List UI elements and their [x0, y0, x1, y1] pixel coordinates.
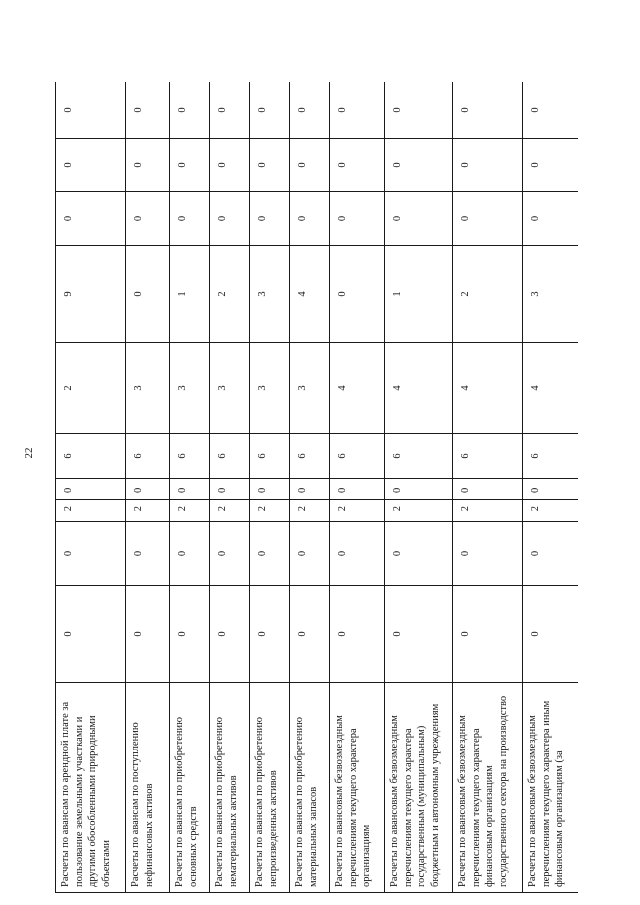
cell-value: 1: [170, 246, 210, 343]
page-number: 22: [23, 447, 35, 459]
cell-value: 0: [523, 586, 579, 683]
table-container: [55, 82, 578, 893]
table-row: [126, 82, 170, 893]
cell-value: 0: [290, 139, 330, 192]
cell-value: 3: [170, 343, 210, 434]
row-label: Расчеты по авансам по приобретению непроизведенных активов: [250, 683, 290, 893]
cell-value: 0: [126, 479, 170, 500]
cell-value: 0: [523, 82, 579, 139]
cell-value: 0: [385, 479, 453, 500]
cell-value: 9: [56, 246, 126, 343]
cell-value: 6: [56, 434, 126, 479]
cell-value: 0: [330, 479, 385, 500]
cell-value: 2: [126, 500, 170, 522]
cell-value: 2: [453, 246, 523, 343]
cell-value: 3: [210, 343, 250, 434]
cell-value: 4: [330, 343, 385, 434]
cell-value: 2: [330, 500, 385, 522]
table-row: [210, 82, 250, 893]
cell-value: 3: [126, 343, 170, 434]
accounts-table: [55, 82, 578, 893]
table-row: [330, 82, 385, 893]
cell-value: 0: [523, 139, 579, 192]
cell-value: 0: [385, 522, 453, 586]
cell-value: 0: [523, 192, 579, 246]
cell-value: 0: [210, 139, 250, 192]
table-row: [523, 82, 579, 893]
cell-value: 4: [290, 246, 330, 343]
table-row: [170, 82, 210, 893]
table-row: [385, 82, 453, 893]
cell-value: 0: [330, 192, 385, 246]
cell-value: 6: [126, 434, 170, 479]
cell-value: 0: [250, 139, 290, 192]
cell-value: 6: [170, 434, 210, 479]
cell-value: 0: [210, 82, 250, 139]
cell-value: 4: [453, 343, 523, 434]
cell-value: 0: [250, 586, 290, 683]
cell-value: 0: [126, 82, 170, 139]
cell-value: 0: [330, 246, 385, 343]
cell-value: 2: [385, 500, 453, 522]
cell-value: 0: [170, 82, 210, 139]
cell-value: 0: [453, 586, 523, 683]
cell-value: 0: [170, 192, 210, 246]
row-label: Расчеты по авансам по поступлению нефинансовых активов: [126, 683, 170, 893]
cell-value: 6: [523, 434, 579, 479]
cell-value: 0: [210, 586, 250, 683]
cell-value: 3: [290, 343, 330, 434]
cell-value: 0: [330, 82, 385, 139]
cell-value: 0: [56, 522, 126, 586]
cell-value: 6: [210, 434, 250, 479]
cell-value: 0: [453, 139, 523, 192]
cell-value: 0: [330, 139, 385, 192]
cell-value: 0: [385, 82, 453, 139]
cell-value: 0: [126, 139, 170, 192]
table-rotator: [55, 82, 578, 893]
cell-value: 0: [250, 522, 290, 586]
cell-value: 2: [250, 500, 290, 522]
cell-value: 0: [56, 192, 126, 246]
cell-value: 0: [290, 479, 330, 500]
row-label: Расчеты по авансовым безвозмездным перечислениям текущего характера иным финансовым организациям (за: [523, 683, 579, 893]
cell-value: 0: [170, 522, 210, 586]
cell-value: 6: [290, 434, 330, 479]
cell-value: 2: [56, 500, 126, 522]
cell-value: 0: [290, 82, 330, 139]
cell-value: 0: [290, 192, 330, 246]
cell-value: 0: [210, 479, 250, 500]
cell-value: 0: [126, 586, 170, 683]
cell-value: 3: [523, 246, 579, 343]
cell-value: 0: [523, 522, 579, 586]
cell-value: 0: [523, 479, 579, 500]
cell-value: 0: [250, 82, 290, 139]
cell-value: 2: [290, 500, 330, 522]
cell-value: 0: [330, 586, 385, 683]
cell-value: 0: [56, 479, 126, 500]
cell-value: 6: [330, 434, 385, 479]
cell-value: 6: [385, 434, 453, 479]
table-row: [56, 82, 126, 893]
cell-value: 0: [385, 192, 453, 246]
cell-value: 3: [250, 246, 290, 343]
table-row: [250, 82, 290, 893]
cell-value: 0: [170, 479, 210, 500]
row-label: Расчеты по авансовым безвозмездным перечислениям текущего характера финансовым организациям государственного сектора на производство: [453, 683, 523, 893]
row-label: Расчеты по авансовым безвозмездным перечислениям текущего характера организациям: [330, 683, 385, 893]
cell-value: 6: [453, 434, 523, 479]
cell-value: 0: [170, 139, 210, 192]
row-label: Расчеты по авансовым безвозмездным перечислениям текущего характера государственным (муниципальным) бюджетным и автономным учреждениям: [385, 683, 453, 893]
cell-value: 3: [250, 343, 290, 434]
cell-value: 6: [250, 434, 290, 479]
table-row: [290, 82, 330, 893]
cell-value: 0: [126, 192, 170, 246]
cell-value: 0: [126, 246, 170, 343]
cell-value: 2: [210, 246, 250, 343]
cell-value: 0: [56, 139, 126, 192]
cell-value: 0: [453, 522, 523, 586]
row-label: Расчеты по авансам по арендной плате за пользование земельными участками и другими обособленными природными объектами: [56, 683, 126, 893]
row-label: Расчеты по авансам по приобретению нематериальных активов: [210, 683, 250, 893]
cell-value: 0: [56, 586, 126, 683]
cell-value: 4: [385, 343, 453, 434]
cell-value: 0: [385, 586, 453, 683]
cell-value: 0: [170, 586, 210, 683]
cell-value: 0: [453, 82, 523, 139]
cell-value: 2: [170, 500, 210, 522]
row-label: Расчеты по авансам по приобретению основных средств: [170, 683, 210, 893]
cell-value: 0: [330, 522, 385, 586]
cell-value: 1: [385, 246, 453, 343]
cell-value: 0: [250, 479, 290, 500]
table-row: [453, 82, 523, 893]
cell-value: 2: [453, 500, 523, 522]
cell-value: 0: [453, 479, 523, 500]
cell-value: 0: [290, 586, 330, 683]
cell-value: 0: [210, 522, 250, 586]
cell-value: 2: [523, 500, 579, 522]
cell-value: 0: [56, 82, 126, 139]
cell-value: 0: [290, 522, 330, 586]
cell-value: 2: [56, 343, 126, 434]
cell-value: 0: [250, 192, 290, 246]
cell-value: 4: [523, 343, 579, 434]
cell-value: 0: [453, 192, 523, 246]
cell-value: 0: [210, 192, 250, 246]
cell-value: 2: [210, 500, 250, 522]
row-label: Расчеты по авансам по приобретению материальных запасов: [290, 683, 330, 893]
cell-value: 0: [126, 522, 170, 586]
cell-value: 0: [385, 139, 453, 192]
